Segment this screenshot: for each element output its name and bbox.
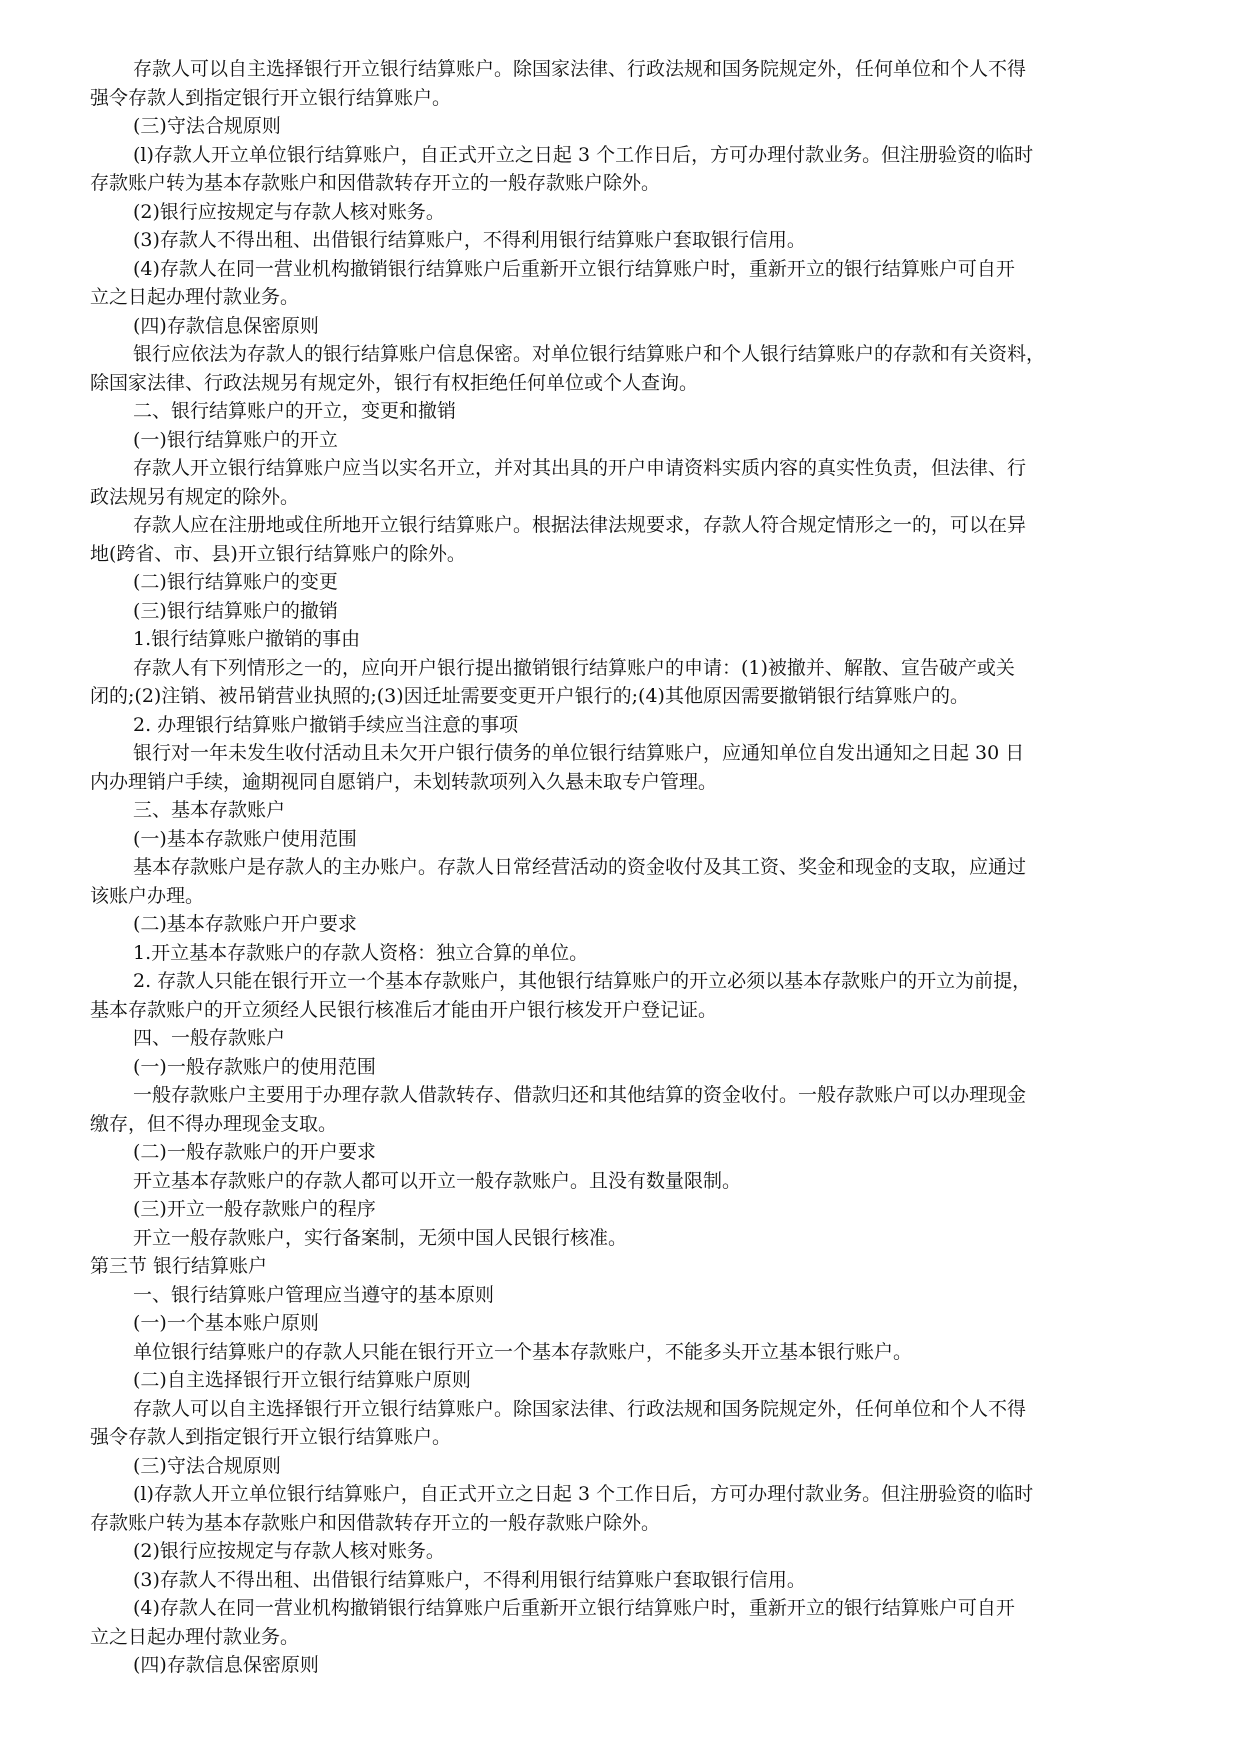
text-line: (一)基本存款账户使用范围 — [133, 827, 357, 850]
text-line: (二)自主选择银行开立银行结算账户原则 — [133, 1369, 471, 1391]
text-line: 三、基本存款账户 — [133, 799, 286, 821]
text-line: 闭的;(2)注销、被吊销营业执照的;(3)因迁址需要变更开户银行的;(4)其他原因需要撤销银行结算账户的。 — [90, 685, 969, 707]
text-line: (四)存款信息保密原则 — [133, 314, 319, 337]
text-line: 地(跨省、市、县)开立银行结算账户的除外。 — [90, 542, 466, 565]
text-line: 存款账户转为基本存款账户和因借款转存开立的一般存款账户除外。 — [90, 1511, 661, 1534]
text-line: 强令存款人到指定银行开立银行结算账户。 — [90, 86, 452, 109]
text-line: 2. 办理银行结算账户撤销手续应当注意的事项 — [133, 713, 519, 736]
document-page — [90, 55, 1162, 1680]
text-line: 银行应依法为存款人的银行结算账户信息保密。对单位银行结算账户和个人银行结算账户的存款和有关资料， — [133, 343, 1046, 365]
text-line: (四)存款信息保密原则 — [133, 1654, 319, 1676]
text-line: (二)银行结算账户的变更 — [133, 571, 338, 593]
text-line: 存款人可以自主选择银行开立银行结算账户。除国家法律、行政法规和国务院规定外，任何单位和个人不得 — [133, 58, 1027, 80]
text-line: 存款账户转为基本存款账户和因借款转存开立的一般存款账户除外。 — [90, 172, 661, 194]
text-line: 立之日起办理付款业务。 — [90, 286, 300, 308]
text-line: (三)银行结算账户的撤销 — [133, 599, 338, 622]
text-line: 单位银行结算账户的存款人只能在银行开立一个基本存款账户，不能多头开立基本银行账户。 — [133, 1340, 913, 1363]
text-line: 除国家法律、行政法规另有规定外，银行有权拒绝任何单位或个人查询。 — [90, 371, 699, 394]
text-line: (三)守法合规原则 — [133, 1454, 281, 1477]
text-line: 立之日起办理付款业务。 — [90, 1625, 300, 1648]
text-line: 基本存款账户是存款人的主办账户。存款人日常经营活动的资金收付及其工资、奖金和现金的支取，应通过 — [133, 856, 1027, 878]
text-line: 存款人应在注册地或住所地开立银行结算账户。根据法律法规要求，存款人符合规定情形之一的，可以在异 — [133, 514, 1027, 536]
text-line: 缴存，但不得办理现金支取。 — [90, 1112, 338, 1135]
text-line: 基本存款账户的开立须经人民银行核准后才能由开户银行核发开户登记证。 — [90, 998, 718, 1021]
text-line: 1.银行结算账户撤销的事由 — [133, 628, 361, 650]
text-line: 第三节 银行结算账户 — [90, 1255, 268, 1277]
text-line: 二、银行结算账户的开立，变更和撤销 — [133, 400, 457, 422]
text-line: (一)一个基本账户原则 — [133, 1312, 319, 1334]
text-line: (l)存款人开立单位银行结算账户，自正式开立之日起 3 个工作日后，方可办理付款业务。但注册验资的临时 — [133, 143, 1034, 166]
text-line: 存款人可以自主选择银行开立银行结算账户。除国家法律、行政法规和国务院规定外，任何单位和个人不得 — [133, 1397, 1027, 1420]
text-line: 四、一般存款账户 — [133, 1027, 286, 1049]
text-line: (4)存款人在同一营业机构撤销银行结算账户后重新开立银行结算账户时，重新开立的银行结算账户可自开 — [133, 1597, 1015, 1619]
text-line: 银行对一年未发生收付活动且未欠开户银行债务的单位银行结算账户，应通知单位自发出通知之日起 30 日 — [133, 742, 1025, 764]
text-line: (三)开立一般存款账户的程序 — [133, 1198, 376, 1220]
text-line: 开立一般存款账户，实行备案制，无须中国人民银行核准。 — [133, 1226, 628, 1249]
text-line: (2)银行应按规定与存款人核对账务。 — [133, 1540, 445, 1562]
text-line: 内办理销户手续，逾期视同自愿销户，未划转款项列入久悬未取专户管理。 — [90, 770, 718, 793]
text-line: (3)存款人不得出租、出借银行结算账户，不得利用银行结算账户套取银行信用。 — [133, 1568, 806, 1591]
text-line: 一般存款账户主要用于办理存款人借款转存、借款归还和其他结算的资金收付。一般存款账户可以办理现金 — [133, 1084, 1027, 1106]
text-line: 一、银行结算账户管理应当遵守的基本原则 — [133, 1283, 495, 1306]
text-line: (l)存款人开立单位银行结算账户，自正式开立之日起 3 个工作日后，方可办理付款业务。但注册验资的临时 — [133, 1483, 1034, 1505]
text-line: 存款人有下列情形之一的，应向开户银行提出撤销银行结算账户的申请：(1)被撤并、解散、宣告破产或关 — [133, 656, 1015, 679]
text-line: (一)一般存款账户的使用范围 — [133, 1055, 376, 1078]
text-line: 开立基本存款账户的存款人都可以开立一般存款账户。且没有数量限制。 — [133, 1169, 742, 1192]
text-line: 存款人开立银行结算账户应当以实名开立，并对其出具的开户申请资料实质内容的真实性负责，但法律、行 — [133, 457, 1027, 479]
text-line: (3)存款人不得出租、出借银行结算账户，不得利用银行结算账户套取银行信用。 — [133, 229, 806, 251]
text-line: (4)存款人在同一营业机构撤销银行结算账户后重新开立银行结算账户时，重新开立的银行结算账户可自开 — [133, 257, 1015, 280]
text-line: (一)银行结算账户的开立 — [133, 428, 338, 451]
text-line: (三)守法合规原则 — [133, 115, 281, 137]
text-line: 强令存款人到指定银行开立银行结算账户。 — [90, 1426, 452, 1448]
text-line: 2. 存款人只能在银行开立一个基本存款账户，其他银行结算账户的开立必须以基本存款账户的开立为前提， — [133, 970, 1032, 992]
text-line: (2)银行应按规定与存款人核对账务。 — [133, 200, 445, 223]
text-line: 1.开立基本存款账户的存款人资格：独立合算的单位。 — [133, 941, 589, 964]
text-line: (二)一般存款账户的开户要求 — [133, 1141, 376, 1163]
text-line: (二)基本存款账户开户要求 — [133, 913, 357, 935]
text-line: 该账户办理。 — [90, 884, 205, 907]
text-line: 政法规另有规定的除外。 — [90, 485, 300, 508]
